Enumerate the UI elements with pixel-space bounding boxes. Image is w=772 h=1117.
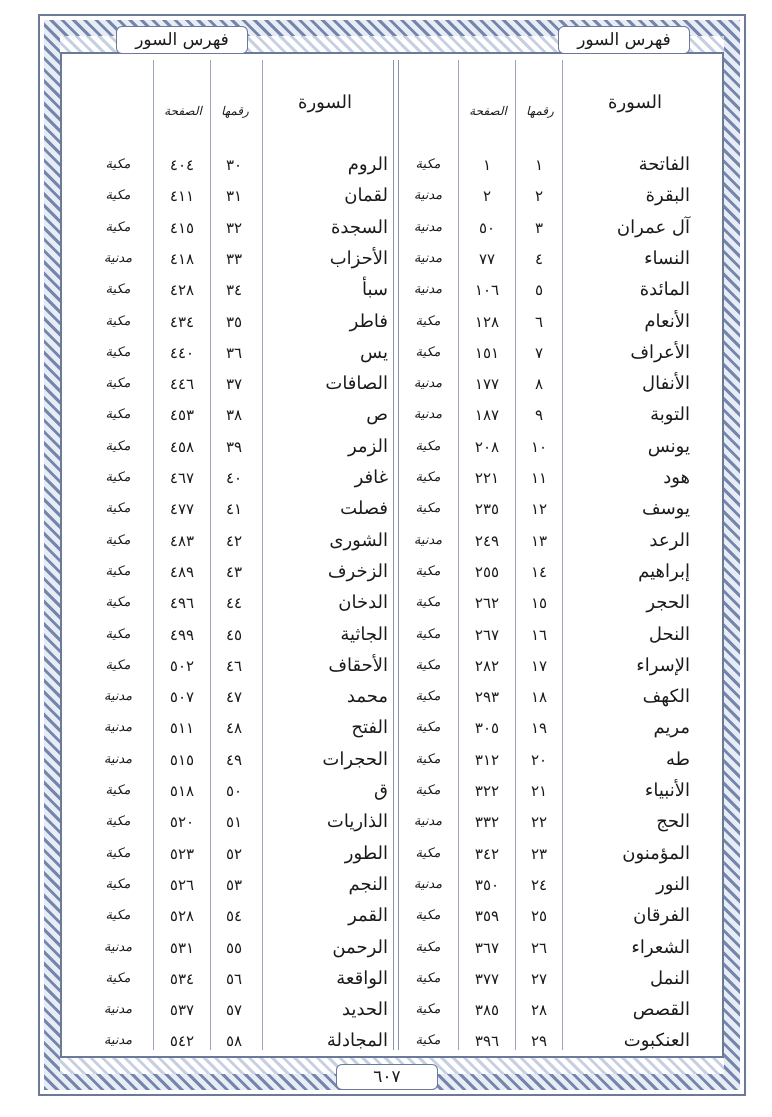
surah-name: ق (374, 780, 388, 801)
surah-revelation-type: مكية (415, 563, 441, 579)
surah-page: ٤٢٨ (169, 281, 195, 300)
surah-revelation-type: مكية (415, 1033, 441, 1049)
surah-revelation-type: مدنية (413, 407, 443, 423)
surah-name: محمد (346, 686, 388, 708)
surah-page: ٣٤٢ (474, 844, 500, 863)
surah-page: ٤٨٩ (169, 562, 195, 581)
surah-revelation-type: مدنية (413, 282, 443, 298)
column-divider (153, 60, 154, 1050)
surah-number: ٥٥ (225, 938, 243, 957)
surah-name: الذاريات (326, 811, 388, 833)
surah-revelation-type: مكية (105, 157, 131, 172)
surah-page: ٢٤٩ (474, 531, 500, 550)
surah-revelation-type: مدنية (103, 250, 133, 266)
column-header-page: الصفحة (164, 104, 202, 118)
surah-name: النحل (648, 623, 690, 645)
surah-revelation-type: مكية (105, 188, 131, 204)
column-header-surah: السورة (608, 92, 662, 113)
surah-page: ٣٦٧ (474, 938, 500, 957)
column-header-surah: السورة (298, 92, 352, 113)
surah-name: الحجر (646, 592, 690, 614)
surah-page: ٥٠٢ (169, 656, 195, 675)
column-divider (210, 60, 211, 1050)
surah-number: ٤ (534, 249, 544, 268)
surah-name: سبأ (362, 279, 388, 301)
surah-name: النور (656, 873, 690, 895)
surah-page: ٤٥٨ (169, 437, 195, 456)
surah-number: ٢ (534, 187, 544, 206)
surah-number: ١٥ (530, 594, 548, 613)
surah-revelation-type: مدنية (413, 188, 443, 204)
surah-name: العنكبوت (623, 1030, 690, 1052)
surah-revelation-type: مكية (105, 282, 131, 298)
surah-page: ٥٢٣ (169, 844, 195, 863)
surah-number: ٤٥ (225, 625, 243, 644)
surah-revelation-type: مكية (415, 970, 441, 986)
surah-number: ٧ (534, 343, 544, 362)
surah-number: ١٩ (530, 719, 548, 738)
surah-number: ٢٦ (530, 938, 548, 957)
surah-name: لقمان (344, 185, 388, 207)
surah-revelation-type: مكية (105, 563, 131, 579)
surah-revelation-type: مكية (105, 344, 131, 360)
surah-page: ٥٤٢ (169, 1032, 195, 1051)
surah-revelation-type: مكية (415, 626, 441, 642)
surah-page: ٤٥٣ (169, 406, 195, 425)
surah-number: ٢٤ (530, 875, 548, 894)
surah-number: ٨ (534, 375, 544, 394)
surah-name: الكهف (642, 686, 690, 708)
surah-page: ٥١١ (169, 719, 195, 738)
surah-name: طه (666, 748, 690, 770)
header-title-right: فهرس السور (558, 26, 690, 54)
surah-revelation-type: مكية (105, 219, 131, 235)
surah-page: ٢٩٣ (474, 688, 500, 707)
surah-name: آل عمران (616, 216, 690, 238)
column-divider (562, 60, 563, 1050)
surah-page: ٥٢٨ (169, 907, 195, 926)
surah-number: ٤٧ (225, 688, 243, 707)
surah-page: ٢٣٥ (474, 500, 500, 519)
surah-number: ٩ (534, 406, 544, 425)
surah-revelation-type: مدنية (103, 1033, 133, 1049)
page-number: ٦٠٧ (336, 1064, 438, 1090)
surah-revelation-type: مكية (415, 939, 441, 955)
column-header-number: رقمها (526, 104, 554, 118)
surah-page: ٤٣٤ (169, 312, 195, 331)
surah-revelation-type: مكية (105, 814, 131, 830)
surah-number: ١٧ (530, 656, 548, 675)
surah-name: الحديد (341, 999, 388, 1021)
surah-revelation-type: مكية (415, 501, 441, 517)
surah-name: مريم (653, 717, 690, 739)
surah-name: فاطر (349, 310, 388, 332)
surah-number: ٣٩ (225, 437, 243, 456)
surah-name: التوبة (650, 404, 690, 426)
surah-name: المائدة (639, 279, 690, 301)
surah-name: الزخرف (327, 560, 388, 582)
surah-revelation-type: مكية (105, 376, 131, 392)
surah-revelation-type: مكية (105, 626, 131, 642)
surah-page: ٣٥٩ (474, 907, 500, 926)
surah-name: الفرقان (633, 905, 690, 927)
surah-page: ٥٢٠ (169, 813, 195, 832)
surah-page: ٣٩٦ (474, 1032, 500, 1051)
surah-page: ٢٦٧ (474, 625, 500, 644)
column-divider (458, 60, 459, 1050)
surah-revelation-type: مكية (105, 783, 131, 798)
surah-revelation-type: مكية (415, 470, 441, 485)
surah-page: ٥٠٧ (169, 688, 195, 707)
surah-number: ١ (534, 156, 544, 174)
surah-page: ٣٨٥ (474, 1001, 500, 1020)
surah-number: ٤٦ (225, 656, 243, 675)
surah-page: ٤٦٧ (169, 469, 195, 487)
column-divider (515, 60, 516, 1050)
surah-name: الشورى (329, 529, 388, 551)
surah-number: ٣٦ (225, 343, 243, 362)
surah-page: ٢٢١ (474, 469, 500, 487)
surah-page: ٤٩٦ (169, 594, 195, 613)
surah-revelation-type: مدنية (103, 720, 133, 736)
surah-revelation-type: مدنية (413, 814, 443, 830)
surah-revelation-type: مكية (415, 689, 441, 705)
surah-name: يونس (647, 435, 690, 457)
surah-revelation-type: مكية (105, 876, 131, 892)
surah-number: ٦ (534, 312, 544, 331)
surah-page: ٣٠٥ (474, 719, 500, 738)
surah-page: ٢٠٨ (474, 437, 500, 456)
surah-name: إبراهيم (638, 560, 690, 582)
surah-page: ٣٣٢ (474, 813, 500, 832)
surah-number: ٤٩ (225, 750, 243, 769)
surah-number: ٢٩ (530, 1032, 548, 1051)
surah-revelation-type: مكية (105, 470, 131, 485)
surah-number: ٣٥ (225, 312, 243, 331)
surah-name: الإسراء (636, 654, 690, 676)
surah-page: ١٧٧ (474, 375, 500, 394)
surah-page: ١٨٧ (474, 406, 500, 425)
surah-number: ١١ (530, 469, 548, 487)
surah-number: ١٣ (530, 531, 548, 550)
surah-number: ١٢ (530, 500, 548, 519)
surah-number: ٣٧ (225, 375, 243, 394)
surah-name: الزمر (348, 435, 388, 457)
surah-number: ١٦ (530, 625, 548, 644)
surah-name: الأنفال (642, 373, 690, 395)
surah-number: ٥ (534, 281, 544, 300)
surah-page: ٤٧٧ (169, 500, 195, 519)
surah-page: ١٥١ (474, 343, 500, 362)
surah-number: ٥٦ (225, 969, 243, 988)
surah-page: ٧٧ (478, 249, 496, 268)
surah-number: ٢٥ (530, 907, 548, 926)
surah-name: السجدة (330, 216, 388, 238)
surah-revelation-type: مدنية (103, 1002, 133, 1018)
surah-page: ٥١٥ (169, 750, 195, 769)
surah-revelation-type: مكية (415, 438, 441, 454)
surah-name: المجادلة (326, 1030, 388, 1052)
surah-name: الأحزاب (329, 247, 388, 269)
surah-page: ٤١٥ (169, 218, 195, 237)
surah-revelation-type: مكية (415, 1002, 441, 1018)
surah-revelation-type: مكية (415, 157, 441, 172)
surah-page: ٤٩٩ (169, 625, 195, 644)
surah-number: ٥١ (225, 813, 243, 832)
column-divider (262, 60, 263, 1050)
surah-revelation-type: مدنية (103, 751, 133, 767)
surah-page: ٣٥٠ (474, 875, 500, 894)
surah-name: الرعد (649, 529, 690, 551)
surah-page: ٥٠ (478, 218, 496, 237)
surah-page: ٥٢٦ (169, 875, 195, 894)
surah-revelation-type: مكية (415, 657, 441, 673)
surah-name: يس (360, 341, 388, 363)
surah-revelation-type: مدنية (413, 376, 443, 392)
surah-page: ٢٨٢ (474, 656, 500, 675)
surah-number: ٤٨ (225, 719, 243, 738)
surah-number: ٥٣ (225, 875, 243, 894)
surah-revelation-type: مكية (105, 313, 131, 329)
surah-name: النجم (348, 873, 388, 895)
surah-number: ٤٢ (225, 531, 243, 550)
surah-name: القصص (632, 999, 690, 1021)
surah-name: الأعراف (630, 341, 690, 363)
surah-name: النمل (650, 967, 690, 989)
surah-number: ٤١ (225, 500, 243, 519)
surah-number: ٢٠ (530, 750, 548, 769)
surah-revelation-type: مدنية (103, 689, 133, 705)
surah-revelation-type: مكية (415, 751, 441, 767)
surah-page: ٢ (482, 187, 492, 206)
surah-name: الحج (656, 811, 690, 833)
header-title-left: فهرس السور (116, 26, 248, 54)
surah-page: ٥٣٤ (169, 969, 195, 988)
surah-revelation-type: مدنية (413, 532, 443, 548)
surah-revelation-type: مكية (415, 344, 441, 360)
surah-revelation-type: مكية (415, 845, 441, 861)
surah-name: الحجرات (322, 748, 388, 770)
surah-page: ٤٠٤ (169, 156, 195, 174)
surah-revelation-type: مكية (105, 501, 131, 517)
surah-page: ٢٥٥ (474, 562, 500, 581)
surah-name: هود (663, 467, 690, 488)
surah-revelation-type: مكية (105, 845, 131, 861)
surah-page: ٤٤٠ (169, 343, 195, 362)
surah-number: ٣٢ (225, 218, 243, 237)
surah-page: ٣٢٢ (474, 782, 500, 800)
surah-revelation-type: مدنية (413, 250, 443, 266)
surah-page: ٤٨٣ (169, 531, 195, 550)
surah-revelation-type: مكية (415, 313, 441, 329)
surah-name: الواقعة (336, 967, 388, 989)
surah-number: ٣٠ (225, 156, 243, 174)
surah-number: ٣٨ (225, 406, 243, 425)
surah-revelation-type: مكية (415, 595, 441, 611)
surah-page: ٤٤٦ (169, 375, 195, 394)
surah-revelation-type: مكية (105, 407, 131, 423)
surah-name: الرحمن (332, 936, 388, 958)
surah-name: النساء (644, 247, 690, 269)
surah-revelation-type: مدنية (413, 219, 443, 235)
column-header-page: الصفحة (469, 104, 507, 118)
surah-page: ٥٣١ (169, 938, 195, 957)
surah-number: ٣٤ (225, 281, 243, 300)
surah-page: ٤١١ (169, 187, 195, 206)
surah-page: ٣١٢ (474, 750, 500, 769)
surah-revelation-type: مكية (415, 908, 441, 924)
surah-name: القمر (348, 905, 388, 927)
surah-name: الطور (344, 842, 388, 864)
surah-number: ٤٣ (225, 562, 243, 581)
surah-number: ١٨ (530, 688, 548, 707)
surah-number: ٣٣ (225, 249, 243, 268)
surah-revelation-type: مدنية (413, 876, 443, 892)
surah-page: ٢٦٢ (474, 594, 500, 613)
surah-number: ٥٠ (225, 782, 243, 800)
surah-revelation-type: مكية (105, 532, 131, 548)
surah-number: ٥٢ (225, 844, 243, 863)
surah-number: ٢٧ (530, 969, 548, 988)
surah-name: يوسف (641, 498, 690, 520)
surah-name: فصلت (340, 498, 388, 520)
column-header-number: رقمها (221, 104, 249, 118)
surah-revelation-type: مكية (415, 783, 441, 798)
surah-name: الأنبياء (644, 780, 690, 801)
surah-page: ٤١٨ (169, 249, 195, 268)
surah-name: الشعراء (631, 936, 690, 958)
surah-revelation-type: مكية (415, 720, 441, 736)
surah-name: الجاثية (340, 623, 388, 645)
surah-name: البقرة (645, 185, 690, 207)
surah-number: ٢٣ (530, 844, 548, 863)
surah-number: ٤٤ (225, 594, 243, 613)
surah-name: غافر (354, 467, 388, 488)
surah-name: المؤمنون (622, 842, 690, 864)
surah-revelation-type: مكية (105, 657, 131, 673)
surah-number: ٣١ (225, 187, 243, 206)
surah-number: ٢١ (530, 782, 548, 800)
surah-revelation-type: مكية (105, 438, 131, 454)
surah-revelation-type: مدنية (103, 939, 133, 955)
surah-revelation-type: مكية (105, 595, 131, 611)
surah-number: ٢٢ (530, 813, 548, 832)
surah-name: الدخان (338, 592, 388, 614)
surah-page: ٥١٨ (169, 782, 195, 800)
surah-name: ص (366, 404, 388, 426)
surah-number: ٣ (534, 218, 544, 237)
surah-page: ١٢٨ (474, 312, 500, 331)
surah-number: ٥٤ (225, 907, 243, 926)
surah-revelation-type: مكية (105, 970, 131, 986)
surah-name: الصافات (325, 373, 388, 395)
surah-revelation-type: مكية (105, 908, 131, 924)
surah-number: ١٠ (530, 437, 548, 456)
surah-number: ٥٧ (225, 1001, 243, 1020)
surah-name: الروم (347, 154, 388, 175)
surah-page: ٣٧٧ (474, 969, 500, 988)
surah-name: الأحقاف (328, 654, 388, 676)
surah-name: الفاتحة (638, 154, 690, 175)
surah-number: ١٤ (530, 562, 548, 581)
surah-number: ٤٠ (225, 469, 243, 487)
surah-page: ١٠٦ (474, 281, 500, 300)
surah-page: ٥٣٧ (169, 1001, 195, 1020)
surah-page: ١ (482, 156, 492, 174)
surah-number: ٥٨ (225, 1032, 243, 1051)
surah-name: الفتح (351, 717, 388, 739)
surah-name: الأنعام (644, 310, 690, 332)
surah-number: ٢٨ (530, 1001, 548, 1020)
